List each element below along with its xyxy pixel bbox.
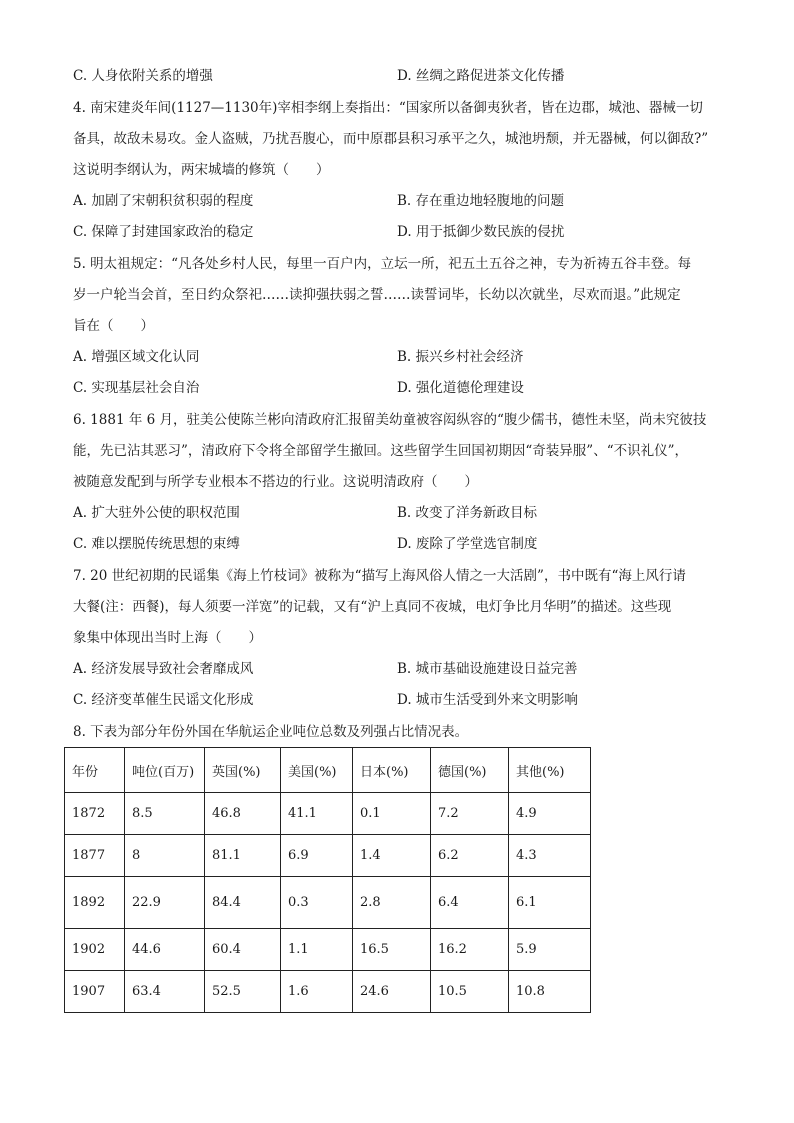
table-cell: 4.3 <box>509 835 591 877</box>
q7-stem-line-3: 象集中体现出当时上海（ ） <box>73 630 262 646</box>
table-cell: 1.1 <box>281 929 353 971</box>
table-cell: 63.4 <box>125 971 205 1013</box>
table-cell: 1872 <box>65 793 125 835</box>
table-cell: 24.6 <box>353 971 431 1013</box>
table-cell: 6.9 <box>281 835 353 877</box>
table-cell: 1.4 <box>353 835 431 877</box>
table-cell: 10.5 <box>431 971 509 1013</box>
table-cell: 10.8 <box>509 971 591 1013</box>
q5-stem-line-2: 岁一户轮当会首，至日约众祭祀……读抑强扶弱之誓……读誓词毕，长幼以次就坐，尽欢而退。”此规定 <box>73 287 681 303</box>
table-row <box>65 877 591 929</box>
table-cell: 46.8 <box>205 793 281 835</box>
q7-option-a: A. 经济发展导致社会奢靡成风 <box>73 661 254 677</box>
header-cell-usa: 美国(%) <box>281 748 353 793</box>
q6-stem-line-3: 被随意发配到与所学专业根本不搭边的行业。这说明清政府（ ） <box>73 474 478 490</box>
q6-option-a: A. 扩大驻外公使的职权范围 <box>73 505 240 521</box>
table-row <box>65 793 591 835</box>
table-cell: 41.1 <box>281 793 353 835</box>
q6-option-c: C. 难以摆脱传统思想的束缚 <box>73 536 240 552</box>
header-cell-japan: 日本(%) <box>353 748 431 793</box>
table-cell: 7.2 <box>431 793 509 835</box>
table-cell: 0.3 <box>281 877 353 929</box>
q5-stem-line-1: 5. 明太祖规定：“凡各处乡村人民，每里一百户内，立坛一所，祀五土五谷之神，专为祈祷五谷丰登。每 <box>73 256 692 272</box>
q5-option-b: B. 振兴乡村社会经济 <box>397 349 524 365</box>
q7-option-d: D. 城市生活受到外来文明影响 <box>397 692 578 708</box>
q6-stem-line-2: 能，先已沾其恶习”，清政府下令将全部留学生撤回。这些留学生回国初期因“奇装异服”、“不识礼仪”， <box>73 443 689 459</box>
q7-option-b: B. 城市基础设施建设日益完善 <box>397 661 578 677</box>
table-cell: 84.4 <box>205 877 281 929</box>
header-cell-germany: 德国(%) <box>431 748 509 793</box>
table-cell: 4.9 <box>509 793 591 835</box>
q4-stem-line-3: 这说明李纲认为，两宋城墙的修筑（ ） <box>73 162 330 178</box>
table-row <box>65 929 591 971</box>
q6-stem-line-1: 6. 1881 年 6 月，驻美公使陈兰彬向清政府汇报留美幼童被容闳纵容的“腹少儒书，德性未坚，尚未究彼技 <box>73 412 707 428</box>
header-cell-britain: 英国(%) <box>205 748 281 793</box>
table-cell: 2.8 <box>353 877 431 929</box>
q4-option-c: C. 保障了封建国家政治的稳定 <box>73 224 254 240</box>
table-cell: 8 <box>125 835 205 877</box>
table-row <box>65 971 591 1013</box>
q7-stem-line-2: 大餐(注：西餐)，每人须要一洋宽”的记载，又有“沪上真同不夜城，电灯争比月华明”的描述。这些现 <box>73 599 672 615</box>
table-cell: 0.1 <box>353 793 431 835</box>
q7-stem-line-1: 7. 20 世纪初期的民谣集《海上竹枝词》被称为“描写上海风俗人情之一大活剧”，书中既有“海上风行请 <box>73 568 686 584</box>
table-cell: 22.9 <box>125 877 205 929</box>
header-cell-other: 其他(%) <box>509 748 591 793</box>
table-row <box>65 835 591 877</box>
header-cell-tonnage: 吨位(百万) <box>125 748 205 793</box>
q6-option-d: D. 废除了学堂选官制度 <box>397 536 538 552</box>
q8-stem: 8. 下表为部分年份外国在华航运企业吨位总数及列强占比情况表。 <box>73 724 469 740</box>
q5-option-d: D. 强化道德伦理建设 <box>397 380 524 396</box>
table-cell: 81.1 <box>205 835 281 877</box>
q4-stem-line-1: 4. 南宋建炎年间(1127—1130年)宰相李纲上奏指出：“国家所以备御夷狄者，皆在边郡，城池、器械一切 <box>73 100 703 116</box>
q4-stem-line-2: 备具，故敌未易攻。金人盗贼，乃扰吾腹心，而中原郡县积习承平之久，城池坍颓，并无器械，何以御敌?” <box>73 131 709 147</box>
q5-stem-line-3: 旨在（ ） <box>73 318 154 334</box>
q4-option-d: D. 用于抵御少数民族的侵扰 <box>397 224 565 240</box>
table-cell: 6.2 <box>431 835 509 877</box>
shipping-tonnage-table <box>64 747 591 1013</box>
table-cell: 1902 <box>65 929 125 971</box>
q3-option-c: C. 人身依附关系的增强 <box>73 68 213 84</box>
table-cell: 1892 <box>65 877 125 929</box>
q4-option-a: A. 加剧了宋朝积贫积弱的程度 <box>73 193 254 209</box>
table-cell: 5.9 <box>509 929 591 971</box>
q5-option-c: C. 实现基层社会自治 <box>73 380 200 396</box>
q7-option-c: C. 经济变革催生民谣文化形成 <box>73 692 254 708</box>
table-cell: 1877 <box>65 835 125 877</box>
table-cell: 16.5 <box>353 929 431 971</box>
table-cell: 60.4 <box>205 929 281 971</box>
q3-option-d: D. 丝绸之路促进茶文化传播 <box>397 68 565 84</box>
table-cell: 44.6 <box>125 929 205 971</box>
table-cell: 16.2 <box>431 929 509 971</box>
table-cell: 6.4 <box>431 877 509 929</box>
q6-option-b: B. 改变了洋务新政目标 <box>397 505 538 521</box>
table-cell: 52.5 <box>205 971 281 1013</box>
table-cell: 1.6 <box>281 971 353 1013</box>
table-header-row <box>65 748 591 793</box>
table-cell: 8.5 <box>125 793 205 835</box>
q5-option-a: A. 增强区域文化认同 <box>73 349 200 365</box>
table-cell: 1907 <box>65 971 125 1013</box>
header-cell-year: 年份 <box>65 748 125 793</box>
table-cell: 6.1 <box>509 877 591 929</box>
q4-option-b: B. 存在重边地轻腹地的问题 <box>397 193 565 209</box>
